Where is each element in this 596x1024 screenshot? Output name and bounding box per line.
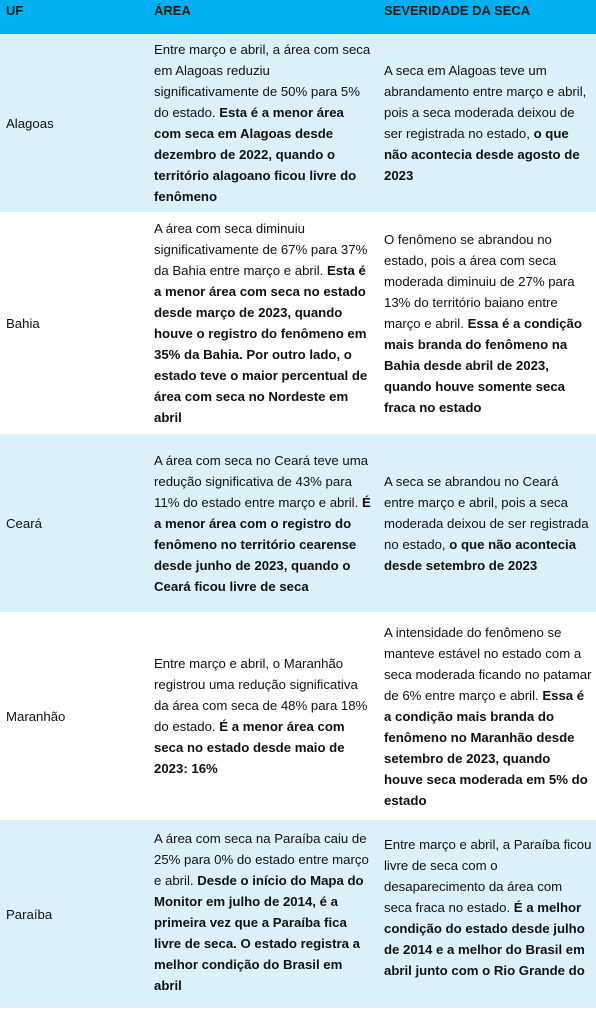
area-text: Entre março e abril, a área com seca em Alagoas reduziu significativamente de 50% para 5% do estado. — [154, 42, 371, 120]
severity-highlight: o que não acontecia desde setembro de 2023 — [384, 536, 577, 573]
area-highlight: É a menor área com o registro do fenômeno no território cearense desde junho de 2023, quando o Ceará ficou livre de seca — [154, 494, 371, 594]
table-row — [0, 434, 596, 613]
severity-text: Entre março e abril, a Paraíba ficou livre de seca com o desaparecimento da área com seca fraca no estado. — [384, 837, 592, 915]
header-severidade: SEVERIDADE DA SECA — [380, 0, 596, 34]
severity-cell — [380, 613, 596, 820]
severity-text: A intensidade do fenômeno se manteve estável no estado com a seca moderada ficando no patamar de 6% entre março e abril. — [384, 624, 592, 703]
table-row — [0, 213, 596, 434]
table-row — [0, 820, 596, 1009]
uf-cell: Alagoas — [0, 34, 150, 213]
uf-cell: Ceará — [0, 434, 150, 613]
uf-cell: Bahia — [0, 213, 150, 434]
table-header-row — [0, 0, 596, 34]
severity-text: A seca se abrandou no Ceará entre março e abril, pois a seca moderada deixou de ser registrada no estado, — [384, 473, 589, 552]
severity-highlight: Essa é a condição mais branda do fenômeno na Bahia desde abril de 2023, quando houve somente seca fraca no estado — [384, 315, 582, 415]
area-cell — [150, 434, 380, 613]
area-text: A área com seca diminuiu significativamente de 67% para 37% da Bahia entre março e abril. — [154, 221, 368, 278]
uf-cell: Paraíba — [0, 820, 150, 1009]
severity-cell — [380, 434, 596, 613]
area-highlight: Esta é a menor área com seca no estado desde março de 2023, quando houve o registro do fenômeno em 35% da Bahia. Por outro lado, o estado teve o maior percentual de área com seca no Nordeste em abril — [154, 263, 368, 425]
header-area: ÁREA — [150, 0, 380, 34]
table-row — [0, 34, 596, 213]
severity-text: O fenômeno se abrandou no estado, pois a área com seca moderada diminuiu de 27% para 13% do território baiano entre março e abril. — [384, 231, 575, 331]
area-cell — [150, 34, 380, 213]
severity-highlight: É a melhor condição do estado desde julho de 2014 e a melhor do Brasil em abril junto com o Rio Grande do — [384, 900, 585, 978]
area-highlight: Desde o início do Mapa do Monitor em julho de 2014, é a primeira vez que a Paraíba fica livre de seca. O estado registra a melhor condição do Brasil em abril — [154, 873, 364, 993]
severity-cell — [380, 820, 596, 1009]
area-highlight: Esta é a menor área com seca em Alagoas desde dezembro de 2022, quando o território alagoano ficou livre do fenômeno — [154, 105, 357, 204]
area-text: A área com seca no Ceará teve uma redução significativa de 43% para 11% do estado entre março e abril. — [154, 452, 369, 510]
uf-cell: Maranhão — [0, 613, 150, 820]
area-highlight: É a menor área com seca no estado desde maio de 2023: 16% — [154, 719, 345, 776]
area-text: A área com seca na Paraíba caiu de 25% para 0% do estado entre março e abril. — [154, 831, 369, 888]
table-row — [0, 613, 596, 820]
header-uf: UF — [0, 0, 150, 34]
severity-highlight: Essa é a condição mais branda do fenômeno no Maranhão desde setembro de 2023, quando houve seca moderada em 5% do estado — [384, 687, 588, 808]
severity-text: A seca em Alagoas teve um abrandamento entre março e abril, pois a seca moderada deixou de ser registrada no estado, — [384, 63, 587, 141]
severity-cell — [380, 213, 596, 434]
severity-highlight: o que não acontecia desde agosto de 2023 — [384, 126, 580, 183]
area-cell — [150, 820, 380, 1009]
area-cell — [150, 613, 380, 820]
area-cell — [150, 213, 380, 434]
area-text: Entre março e abril, o Maranhão registrou uma redução significativa da área com seca de 48% para 18% do estado. — [154, 656, 368, 734]
severity-cell — [380, 34, 596, 213]
